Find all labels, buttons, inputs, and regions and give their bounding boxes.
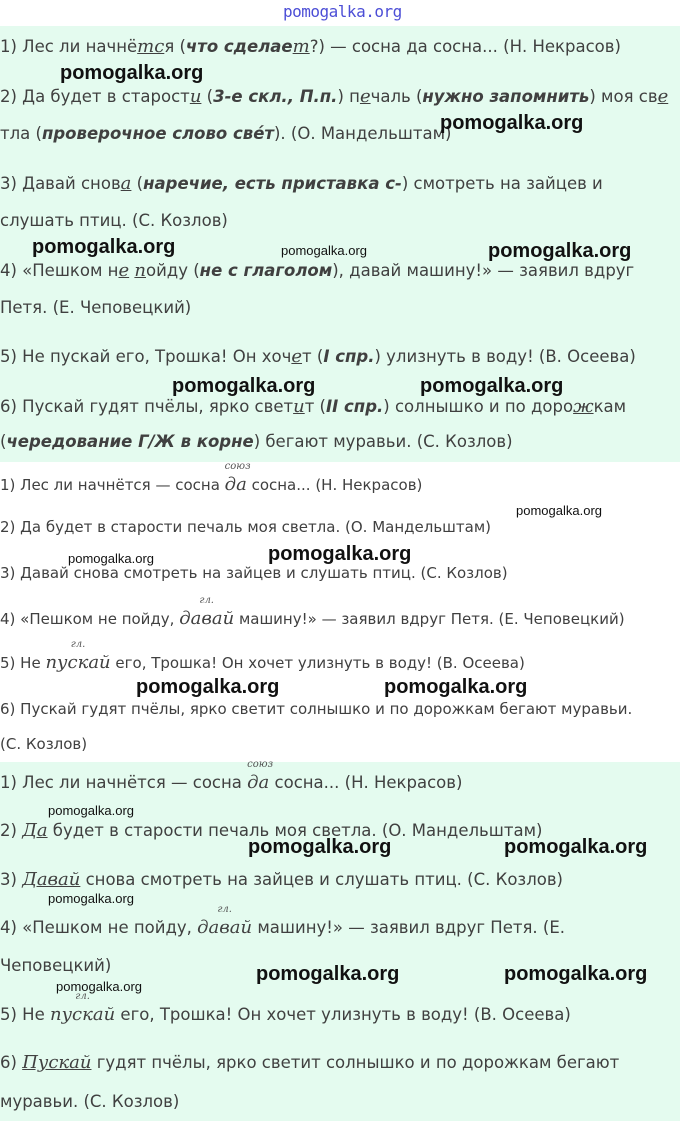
text-line: 2) Да будет в старости (3-е скл., П.п.) печаль (нужно запомнить) моя све	[0, 86, 669, 107]
watermark: pomogalka.org	[172, 375, 316, 397]
marked-word: гл. давай	[197, 904, 253, 938]
text-line: муравьи. (С. Козлов)	[0, 1092, 180, 1111]
text-line: 1) Лес ли начнётся — сосна союз да сосна... (Н. Некрасов)	[0, 759, 463, 793]
marked-word: гл. пускай	[49, 991, 116, 1025]
watermark: pomogalka.org	[440, 112, 584, 134]
text-line: 6) Пускай гудят пчёлы, ярко светит (II спр.) солнышко и по дорожкам	[0, 396, 627, 417]
watermark: pomogalka.org	[384, 676, 528, 698]
watermark: pomogalka.org	[48, 803, 134, 818]
watermark: pomogalka.org	[32, 236, 176, 258]
text-line: (С. Козлов)	[0, 735, 88, 753]
text-line: (чередование Г/Ж в корне) бегают муравьи. (С. Козлов)	[0, 432, 513, 451]
watermark: pomogalka.org	[256, 963, 400, 985]
site-title[interactable]: pomogalka.org	[283, 2, 402, 21]
text-line: 3) Давай снова (наречие, есть приставка с-) смотреть на зайцев и	[0, 173, 603, 194]
watermark: pomogalka.org	[68, 551, 154, 566]
watermark: pomogalka.org	[48, 891, 134, 906]
marked-word: союз да	[224, 461, 251, 495]
text-line: 5) Не пускай его, Трошка! Он хочет (I спр.) улизнуть в воду! (В. Осеева)	[0, 346, 636, 367]
watermark: pomogalka.org	[281, 243, 367, 258]
watermark: pomogalka.org	[516, 503, 602, 518]
watermark: pomogalka.org	[248, 836, 392, 858]
text-line: тла (проверочное слово свéт). (О. Мандельштам)	[0, 124, 452, 143]
text-line: Чеповецкий)	[0, 956, 112, 975]
marked-word: союз да	[247, 759, 274, 793]
watermark: pomogalka.org	[56, 979, 142, 994]
text-line: 1) Лес ли начнётся (что сделает?) — сосна да сосна... (Н. Некрасов)	[0, 36, 621, 57]
watermark: pomogalka.org	[268, 543, 412, 565]
text-line: 5) Не гл. пускай его, Трошка! Он хочет улизнуть в воду! (В. Осеева)	[0, 639, 525, 673]
text-line: 4) «Пешком не пойду, гл. давай машину!» — заявил вдруг Петя. (Е.	[0, 904, 565, 938]
watermark: pomogalka.org	[488, 240, 632, 262]
marked-word: гл. пускай	[45, 639, 111, 673]
site-header	[0, 0, 680, 26]
text-line: слушать птиц. (С. Козлов)	[0, 211, 228, 230]
text-line: 2) Да будет в старости печаль моя светла. (О. Мандельштам)	[0, 820, 543, 841]
text-line: 2) Да будет в старости печаль моя светла. (О. Мандельштам)	[0, 518, 491, 536]
watermark: pomogalka.org	[504, 836, 648, 858]
text-line: 5) Не гл. пускай его, Трошка! Он хочет улизнуть в воду! (В. Осеева)	[0, 991, 571, 1025]
text-line: 1) Лес ли начнётся — сосна союз да сосна... (Н. Некрасов)	[0, 461, 423, 495]
text-line: 3) Давай снова смотреть на зайцев и слушать птиц. (С. Козлов)	[0, 564, 508, 582]
text-line: 6) Пускай гудят пчёлы, ярко светит солнышко и по дорожкам бегают муравьи.	[0, 700, 633, 718]
watermark: pomogalka.org	[504, 963, 648, 985]
watermark: pomogalka.org	[420, 375, 564, 397]
watermark: pomogalka.org	[136, 676, 280, 698]
text-line: 4) «Пешком не пойду, гл. давай машину!» — заявил вдруг Петя. (Е. Чеповецкий)	[0, 595, 625, 629]
text-line: 3) Давай снова смотреть на зайцев и слушать птиц. (С. Козлов)	[0, 869, 563, 890]
marked-word: гл. давай	[179, 595, 235, 629]
text-line: Петя. (Е. Чеповецкий)	[0, 298, 192, 317]
text-line: 4) «Пешком не пойду (не с глаголом), давай машину!» — заявил вдруг	[0, 260, 635, 281]
text-line: 6) Пускай гудят пчёлы, ярко светит солнышко и по дорожкам бегают	[0, 1052, 620, 1073]
watermark: pomogalka.org	[60, 62, 204, 84]
